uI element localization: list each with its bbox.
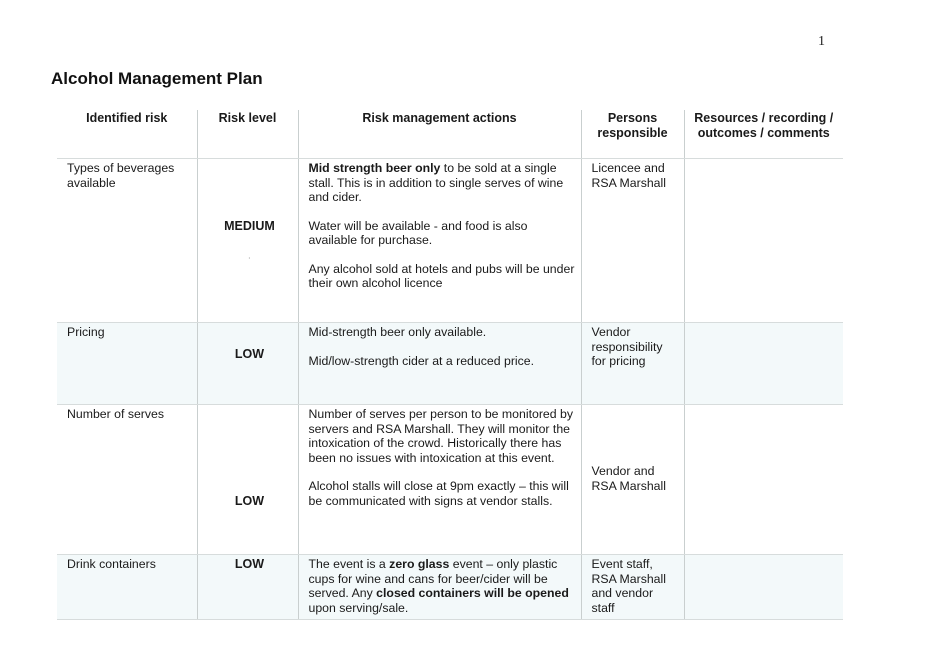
action-paragraph: Mid-strength beer only available. xyxy=(308,325,487,339)
header-identified-risk: Identified risk xyxy=(57,110,197,159)
header-resources-line1: Resources / recording / xyxy=(694,111,834,125)
stray-dot: · xyxy=(248,255,251,262)
cell-identified-risk: Types of beverages available xyxy=(57,159,197,323)
action-paragraph xyxy=(309,557,575,615)
risk-level-badge: LOW xyxy=(234,494,265,508)
risk-level-badge: LOW xyxy=(234,347,265,361)
action-text: to be sold at a single stall. This is in addition to single serves of wine and cider. xyxy=(308,161,564,204)
header-persons-responsible xyxy=(581,110,684,159)
cell-persons-responsible: Vendor responsibility for pricing xyxy=(581,323,684,405)
action-paragraph: Number of serves per person to be monitored by servers and RSA Marshall. They will monitor the intoxication of the crowd. Historically there has been no issues with intoxication at this event. xyxy=(308,407,574,465)
risk-level-badge: LOW xyxy=(234,557,265,571)
action-paragraph xyxy=(309,161,575,205)
cell-persons-responsible: Licencee and RSA Marshall xyxy=(581,159,684,323)
cell-resources xyxy=(684,555,843,620)
cell-persons-responsible xyxy=(581,405,684,555)
bold-text: Mid strength beer only xyxy=(308,161,441,175)
persons-text: Vendor and RSA Marshall xyxy=(591,464,666,493)
action-text: The event is a xyxy=(308,557,390,571)
bold-text: zero glass xyxy=(389,557,450,571)
action-text: event – only plastic cups for wine and cans for beer/cider will be served. Any xyxy=(308,557,558,600)
action-text: upon serving/sale. xyxy=(308,600,409,615)
cell-persons-responsible: Event staff, RSA Marshall and vendor staff xyxy=(581,555,684,620)
cell-risk-management-actions xyxy=(298,555,581,620)
alcohol-management-table xyxy=(57,110,843,620)
page-number: 1 xyxy=(818,34,825,49)
risk-level-badge: MEDIUM xyxy=(224,219,275,233)
action-paragraph: Alcohol stalls will close at 9pm exactly – this will be communicated with signs at vendor stalls. xyxy=(308,479,569,508)
table-row xyxy=(57,323,843,405)
cell-risk-management-actions xyxy=(298,405,581,555)
header-persons-line2: responsible xyxy=(597,125,668,140)
action-paragraph: Any alcohol sold at hotels and pubs will be under their own alcohol licence xyxy=(308,261,575,290)
action-paragraph: Mid/low-strength cider at a reduced price. xyxy=(308,353,535,368)
bold-text: closed containers will be opened xyxy=(376,586,569,600)
header-risk-management-actions: Risk management actions xyxy=(298,110,581,159)
cell-resources xyxy=(684,159,843,323)
cell-resources xyxy=(684,405,843,555)
cell-identified-risk: Drink containers xyxy=(57,555,197,620)
cell-risk-management-actions xyxy=(298,159,581,323)
table-row xyxy=(57,555,843,620)
header-resources xyxy=(684,110,843,159)
cell-risk-management-actions xyxy=(298,323,581,405)
table-row xyxy=(57,405,843,555)
table-header-row xyxy=(57,110,843,159)
cell-risk-level xyxy=(197,323,298,405)
table-row xyxy=(57,159,843,323)
header-resources-line2: outcomes / comments xyxy=(697,125,830,140)
action-paragraph: Water will be available - and food is also available for purchase. xyxy=(308,218,528,247)
cell-identified-risk: Number of serves xyxy=(57,405,197,555)
header-risk-level: Risk level xyxy=(197,110,298,159)
cell-risk-level xyxy=(197,555,298,620)
cell-resources xyxy=(684,323,843,405)
cell-identified-risk: Pricing xyxy=(57,323,197,405)
cell-risk-level xyxy=(197,405,298,555)
document-title: Alcohol Management Plan xyxy=(51,69,263,88)
header-persons-line1: Persons xyxy=(607,111,658,125)
cell-risk-level xyxy=(197,159,298,323)
